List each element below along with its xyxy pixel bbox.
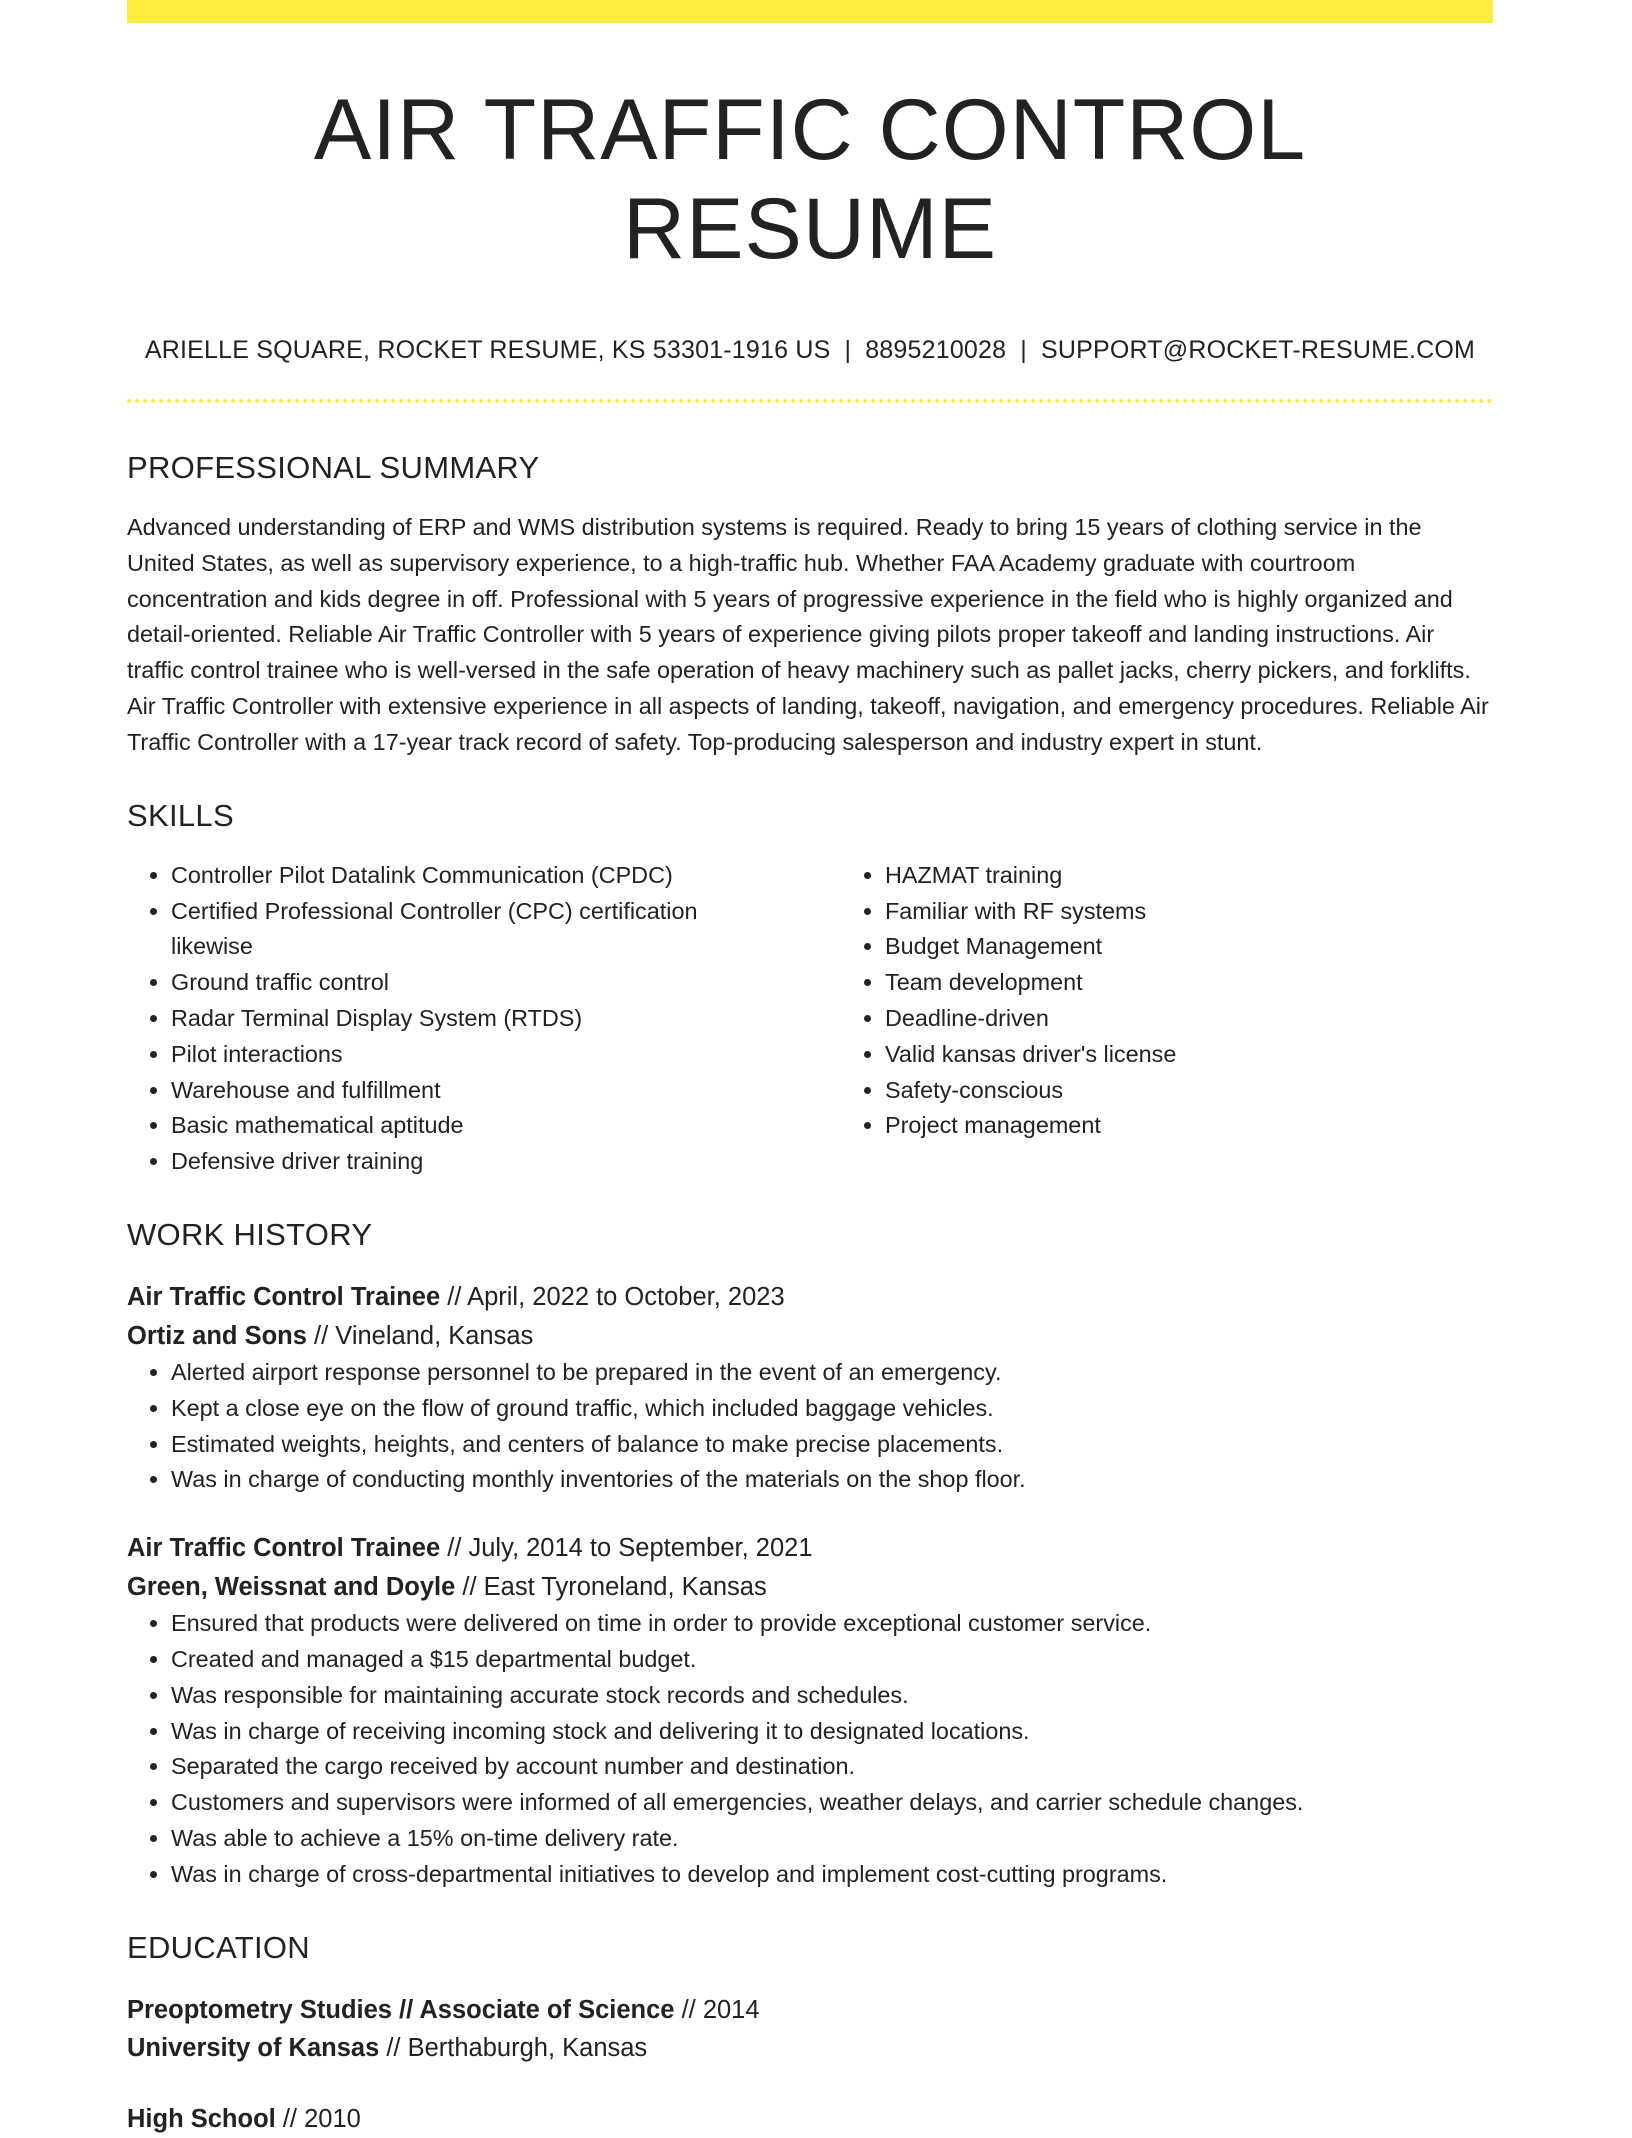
skills-list (127, 858, 1493, 1180)
contact-phone: 8895210028 (865, 335, 1007, 364)
job-company: Ortiz and Sons (127, 1321, 307, 1350)
contact-email: SUPPORT@ROCKET-RESUME.COM (1040, 335, 1476, 364)
job-duties-list (127, 1606, 1493, 1892)
job-duty: • Was in charge of conducting monthly inventories of the materials on the shop floor. (171, 1462, 1493, 1498)
job-location: // East Tyroneland, Kansas (455, 1572, 767, 1601)
job-title-line (127, 1529, 1493, 1568)
skill-item: • Pilot interactions (171, 1037, 757, 1073)
work-history-heading: WORK HISTORY (127, 1216, 373, 1252)
skills-heading: SKILLS (127, 797, 234, 833)
education-entry (127, 1991, 1493, 2068)
job-title-line (127, 1278, 1493, 1317)
skill-item: • Defensive driver training (171, 1144, 757, 1180)
skill-item: • Team development (885, 965, 1491, 1001)
skill-item: • Certified Professional Controller (CPC) certification likewise (171, 894, 757, 966)
dotted-divider (127, 399, 1493, 403)
job-entry (127, 1529, 1493, 1892)
job-dates: // July, 2014 to September, 2021 (440, 1534, 813, 1563)
education-degree: Preoptometry Studies // Associate of Science (127, 1995, 675, 2024)
education-school-line (127, 2029, 1493, 2068)
resume-content (127, 0, 1493, 2138)
job-duty: • Was in charge of receiving incoming stock and delivering it to designated locations. (171, 1714, 1493, 1750)
skill-item: • Familiar with RF systems (885, 894, 1491, 930)
job-duty: • Alerted airport response personnel to be prepared in the event of an emergency. (171, 1355, 1493, 1391)
education-school: University of Kansas (127, 2034, 380, 2063)
education-heading: EDUCATION (127, 1929, 310, 1965)
contact-separator: | (1020, 335, 1027, 364)
job-duty: • Estimated weights, heights, and centers of balance to make precise placements. (171, 1427, 1493, 1463)
job-company-line (127, 1317, 1493, 1356)
job-duties-list (127, 1355, 1493, 1498)
education-degree-line (127, 2100, 1493, 2138)
skill-item: • Safety-conscious (885, 1073, 1491, 1109)
education-year: // 2010 (275, 2104, 361, 2133)
skill-item: • Controller Pilot Datalink Communication (CPDC) (171, 858, 757, 894)
job-duty: • Kept a close eye on the flow of ground traffic, which included baggage vehicles. (171, 1391, 1493, 1427)
summary-text: Advanced understanding of ERP and WMS distribution systems is required. Ready to bring 15 years of clothing service in the United States, as well as supervisory experience, to a high-traffic hub. Whether FAA Academy graduate with courtroom concentration and kids degree in off. Professional with 5 years of progressive experience in the field who is highly organized and detail-oriented. Reliable Air Traffic Controller with 5 years of experience giving pilots proper takeoff and landing instructions. Air traffic control trainee who is well-versed in the safe operation of heavy machinery such as pallet jacks, cherry pickers, and forklifts. Air Traffic Controller with extensive experience in all aspects of landing, takeoff, navigation, and emergency procedures. Reliable Air Traffic Controller with a 17-year track record of safety. Top-producing salesperson and industry expert in stunt. (127, 513, 1489, 755)
contact-separator: | (844, 335, 852, 364)
contact-line (127, 335, 1493, 365)
skill-item: • Valid kansas driver's license (885, 1037, 1491, 1073)
education-degree-line (127, 1991, 1493, 2030)
job-duty: • Separated the cargo received by account number and destination. (171, 1749, 1493, 1785)
resume-title: AIR TRAFFIC CONTROL RESUME (313, 82, 1307, 277)
accent-top-bar (127, 0, 1493, 23)
job-duty: • Was able to achieve a 15% on-time delivery rate. (171, 1821, 1493, 1857)
skill-item: • Warehouse and fulfillment (171, 1073, 757, 1109)
job-title: Air Traffic Control Trainee (127, 1534, 441, 1563)
skills-column-right (757, 858, 1491, 1180)
education-year: // 2014 (674, 1995, 760, 2024)
education-location: // Berthaburgh, Kansas (379, 2034, 648, 2063)
job-duty: • Ensured that products were delivered on time in order to provide exceptional customer service. (171, 1606, 1493, 1642)
job-duty: • Was responsible for maintaining accurate stock records and schedules. (171, 1678, 1493, 1714)
skill-item: • HAZMAT training (885, 858, 1491, 894)
skill-item: • Deadline-driven (885, 1001, 1491, 1037)
skill-item: • Basic mathematical aptitude (171, 1108, 757, 1144)
education-entry (127, 2100, 1493, 2138)
skill-item: • Project management (885, 1108, 1491, 1144)
job-entry (127, 1278, 1493, 1498)
job-company-line (127, 1568, 1493, 1607)
skills-column-left (127, 858, 757, 1180)
summary-heading: PROFESSIONAL SUMMARY (127, 449, 540, 485)
skill-item: • Radar Terminal Display System (RTDS) (171, 1001, 757, 1037)
education-degree: High School (127, 2104, 276, 2133)
skill-item: • Ground traffic control (171, 965, 757, 1001)
job-location: // Vineland, Kansas (306, 1321, 534, 1350)
job-title: Air Traffic Control Trainee (127, 1283, 441, 1312)
job-duty: • Created and managed a $15 departmental budget. (171, 1642, 1493, 1678)
job-company: Green, Weissnat and Doyle (127, 1572, 456, 1601)
job-duty: • Was in charge of cross-departmental initiatives to develop and implement cost-cutting programs. (171, 1857, 1493, 1893)
contact-address: ARIELLE SQUARE, ROCKET RESUME, KS 53301-1916 US (144, 335, 831, 364)
job-duty: • Customers and supervisors were informed of all emergencies, weather delays, and carrier schedule changes. (171, 1785, 1493, 1821)
job-dates: // April, 2022 to October, 2023 (440, 1283, 785, 1312)
skill-item: • Budget Management (885, 929, 1491, 965)
